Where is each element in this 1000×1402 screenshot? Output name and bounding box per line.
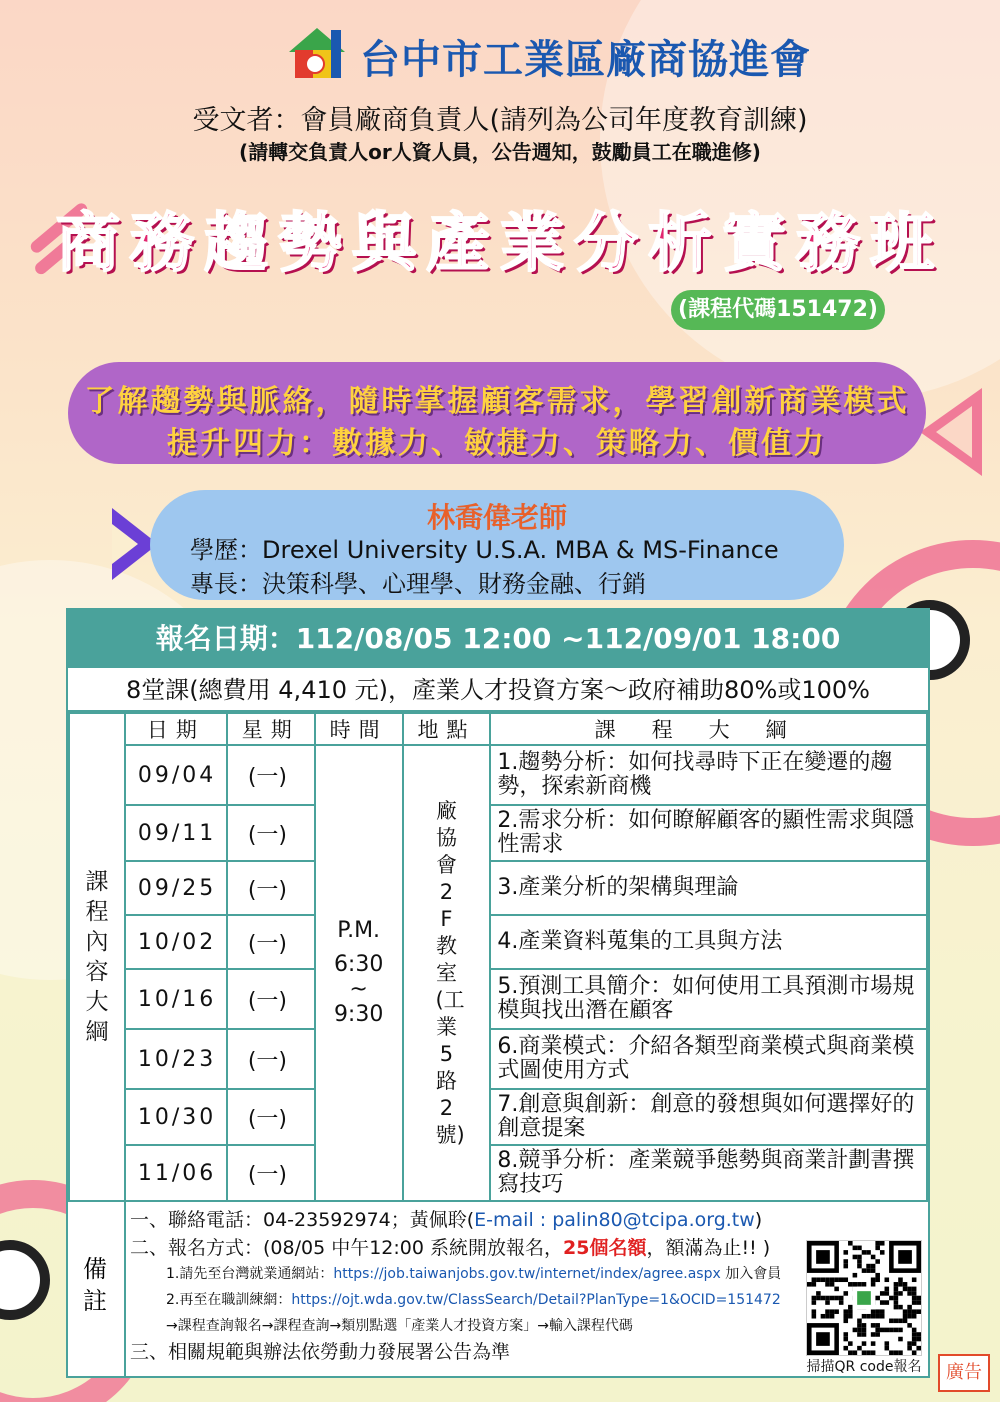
qr-caption: 掃描QR code報名: [806, 1359, 922, 1375]
table-header-row: [69, 713, 927, 745]
session-weekday: (一): [227, 745, 315, 805]
ad-label: 廣告: [938, 1354, 990, 1392]
pink-arrow-decoration: [936, 406, 972, 458]
session-date: 09/04: [125, 745, 227, 805]
rules-line: 三、相關規範與辦法依勞動力發展署公告為準: [130, 1341, 511, 1363]
session-date: 10/16: [125, 969, 227, 1029]
session-date: 09/25: [125, 861, 227, 915]
contact-line: 一、聯絡電話：04-23592974；黃佩聆(E-mail : palin80@tcipa.org.tw): [130, 1209, 763, 1231]
contact-email-link[interactable]: E-mail : palin80@tcipa.org.tw: [474, 1209, 755, 1231]
session-weekday: (一): [227, 861, 315, 915]
forward-note: (請轉交負責人or人資人員，公告週知，鼓勵員工在職進修): [239, 140, 761, 164]
table-row: [69, 745, 927, 805]
session-date: 10/30: [125, 1089, 227, 1145]
table-row: [69, 1089, 927, 1145]
qr-code-icon[interactable]: [806, 1240, 922, 1356]
step-2: 2.再至在職訓練網：https://ojt.wda.gov.tw/ClassSearch/Detail?PlanType=1&OCID=151472: [166, 1292, 781, 1308]
session-weekday: (一): [227, 1089, 315, 1145]
time-line: 6:30: [333, 952, 384, 977]
table-row: [69, 805, 927, 861]
session-date: 10/02: [125, 915, 227, 969]
slogan-line-1: 了解趨勢與脈絡，隨時掌握顧客需求，學習創新商業模式: [84, 384, 910, 419]
table-row: [69, 861, 927, 915]
taiwanjobs-link[interactable]: https://job.taiwanjobs.gov.tw/internet/index/agree.aspx: [333, 1266, 721, 1282]
notes-label: 備註: [68, 1193, 126, 1376]
teacher-name: 林喬偉老師: [426, 501, 567, 534]
step-1: 1.請先至台灣就業通網站：https://job.taiwanjobs.gov.tw/internet/index/agree.aspx 加入會員: [166, 1266, 782, 1282]
schedule-table: [68, 712, 928, 1202]
time-line: P.M.: [337, 918, 381, 943]
time-line: 9:30: [333, 1002, 384, 1027]
table-row: [69, 969, 927, 1029]
org-name: 台中市工業區廠商協進會: [360, 37, 811, 83]
time-line: ~: [349, 977, 368, 1002]
session-weekday: (一): [227, 1029, 315, 1089]
slogan-line-2: 提升四力：數據力、敏捷力、策略力、價值力: [167, 426, 827, 461]
session-time: [315, 745, 403, 1201]
session-outline: 8.競爭分析：產業競爭態勢與商業計劃書撰寫技巧: [490, 1145, 927, 1201]
notes-area: [126, 1193, 796, 1376]
fee-info: 8堂課(總費用 4,410 元)，產業人才投資方案～政府補助80%或100%: [68, 670, 928, 712]
signup-line: 二、報名方式：(08/05 中午12:00 系統開放報名，25個名額，額滿為止!! ): [130, 1237, 771, 1259]
ojt-link[interactable]: https://ojt.wda.gov.tw/ClassSearch/Detail?PlanType=1&OCID=151472: [291, 1292, 781, 1308]
table-row: [69, 915, 927, 969]
header-weekday: 星期: [227, 713, 315, 745]
session-outline: 4.產業資料蒐集的工具與方法: [490, 915, 927, 969]
header-date: 日期: [125, 713, 227, 745]
course-title: 商務趨勢與產業分析實務班: [56, 206, 944, 281]
registration-period: 報名日期：112/08/05 12:00 ~112/09/01 18:00: [68, 610, 928, 668]
session-location: 廠協會2F教室(工業5路2號): [403, 745, 491, 1201]
recipient-line: 受文者：會員廠商負責人(請列為公司年度教育訓練): [192, 105, 808, 136]
session-weekday: (一): [227, 969, 315, 1029]
course-code-badge: (課程代碼151472): [671, 290, 885, 330]
schedule-side-label: 課程內容大綱: [69, 713, 125, 1201]
session-date: 09/11: [125, 805, 227, 861]
session-outline: 5.預測工具簡介：如何使用工具預測市場規模與找出潛在顧客: [490, 969, 927, 1029]
quota-text: 25個名額: [563, 1237, 647, 1259]
session-weekday: (一): [227, 805, 315, 861]
teacher-expertise: 專長：決策科學、心理學、財務金融、行銷: [190, 570, 646, 598]
session-outline: 3.產業分析的架構與理論: [490, 861, 927, 915]
session-date: 11/06: [125, 1145, 227, 1201]
table-row: [69, 1029, 927, 1089]
session-weekday: (一): [227, 1145, 315, 1201]
teacher-education: 學歷：Drexel University U.S.A. MBA & MS-Finance: [190, 536, 779, 564]
session-outline: 2.需求分析：如何瞭解顧客的顯性需求與隱性需求: [490, 805, 927, 861]
session-outline: 7.創意與創新：創意的發想與如何選擇好的創意提案: [490, 1089, 927, 1145]
step-3: →課程查詢報名→課程查詢→類別點選「產業人才投資方案」→輸入課程代碼: [166, 1318, 633, 1334]
header-time: 時間: [315, 713, 403, 745]
org-logo-icon: [285, 24, 349, 82]
session-outline: 6.商業模式：介紹各類型商業模式與商業模式圖使用方式: [490, 1029, 927, 1089]
session-date: 10/23: [125, 1029, 227, 1089]
header-location: 地點: [403, 713, 491, 745]
slogan-banner: [68, 362, 926, 464]
session-weekday: (一): [227, 915, 315, 969]
header-outline: 課程大綱: [490, 713, 927, 745]
purple-arrow-decoration: [112, 524, 138, 564]
session-outline: 1.趨勢分析：如何找尋時下正在變遷的趨勢，探索新商機: [490, 745, 927, 805]
